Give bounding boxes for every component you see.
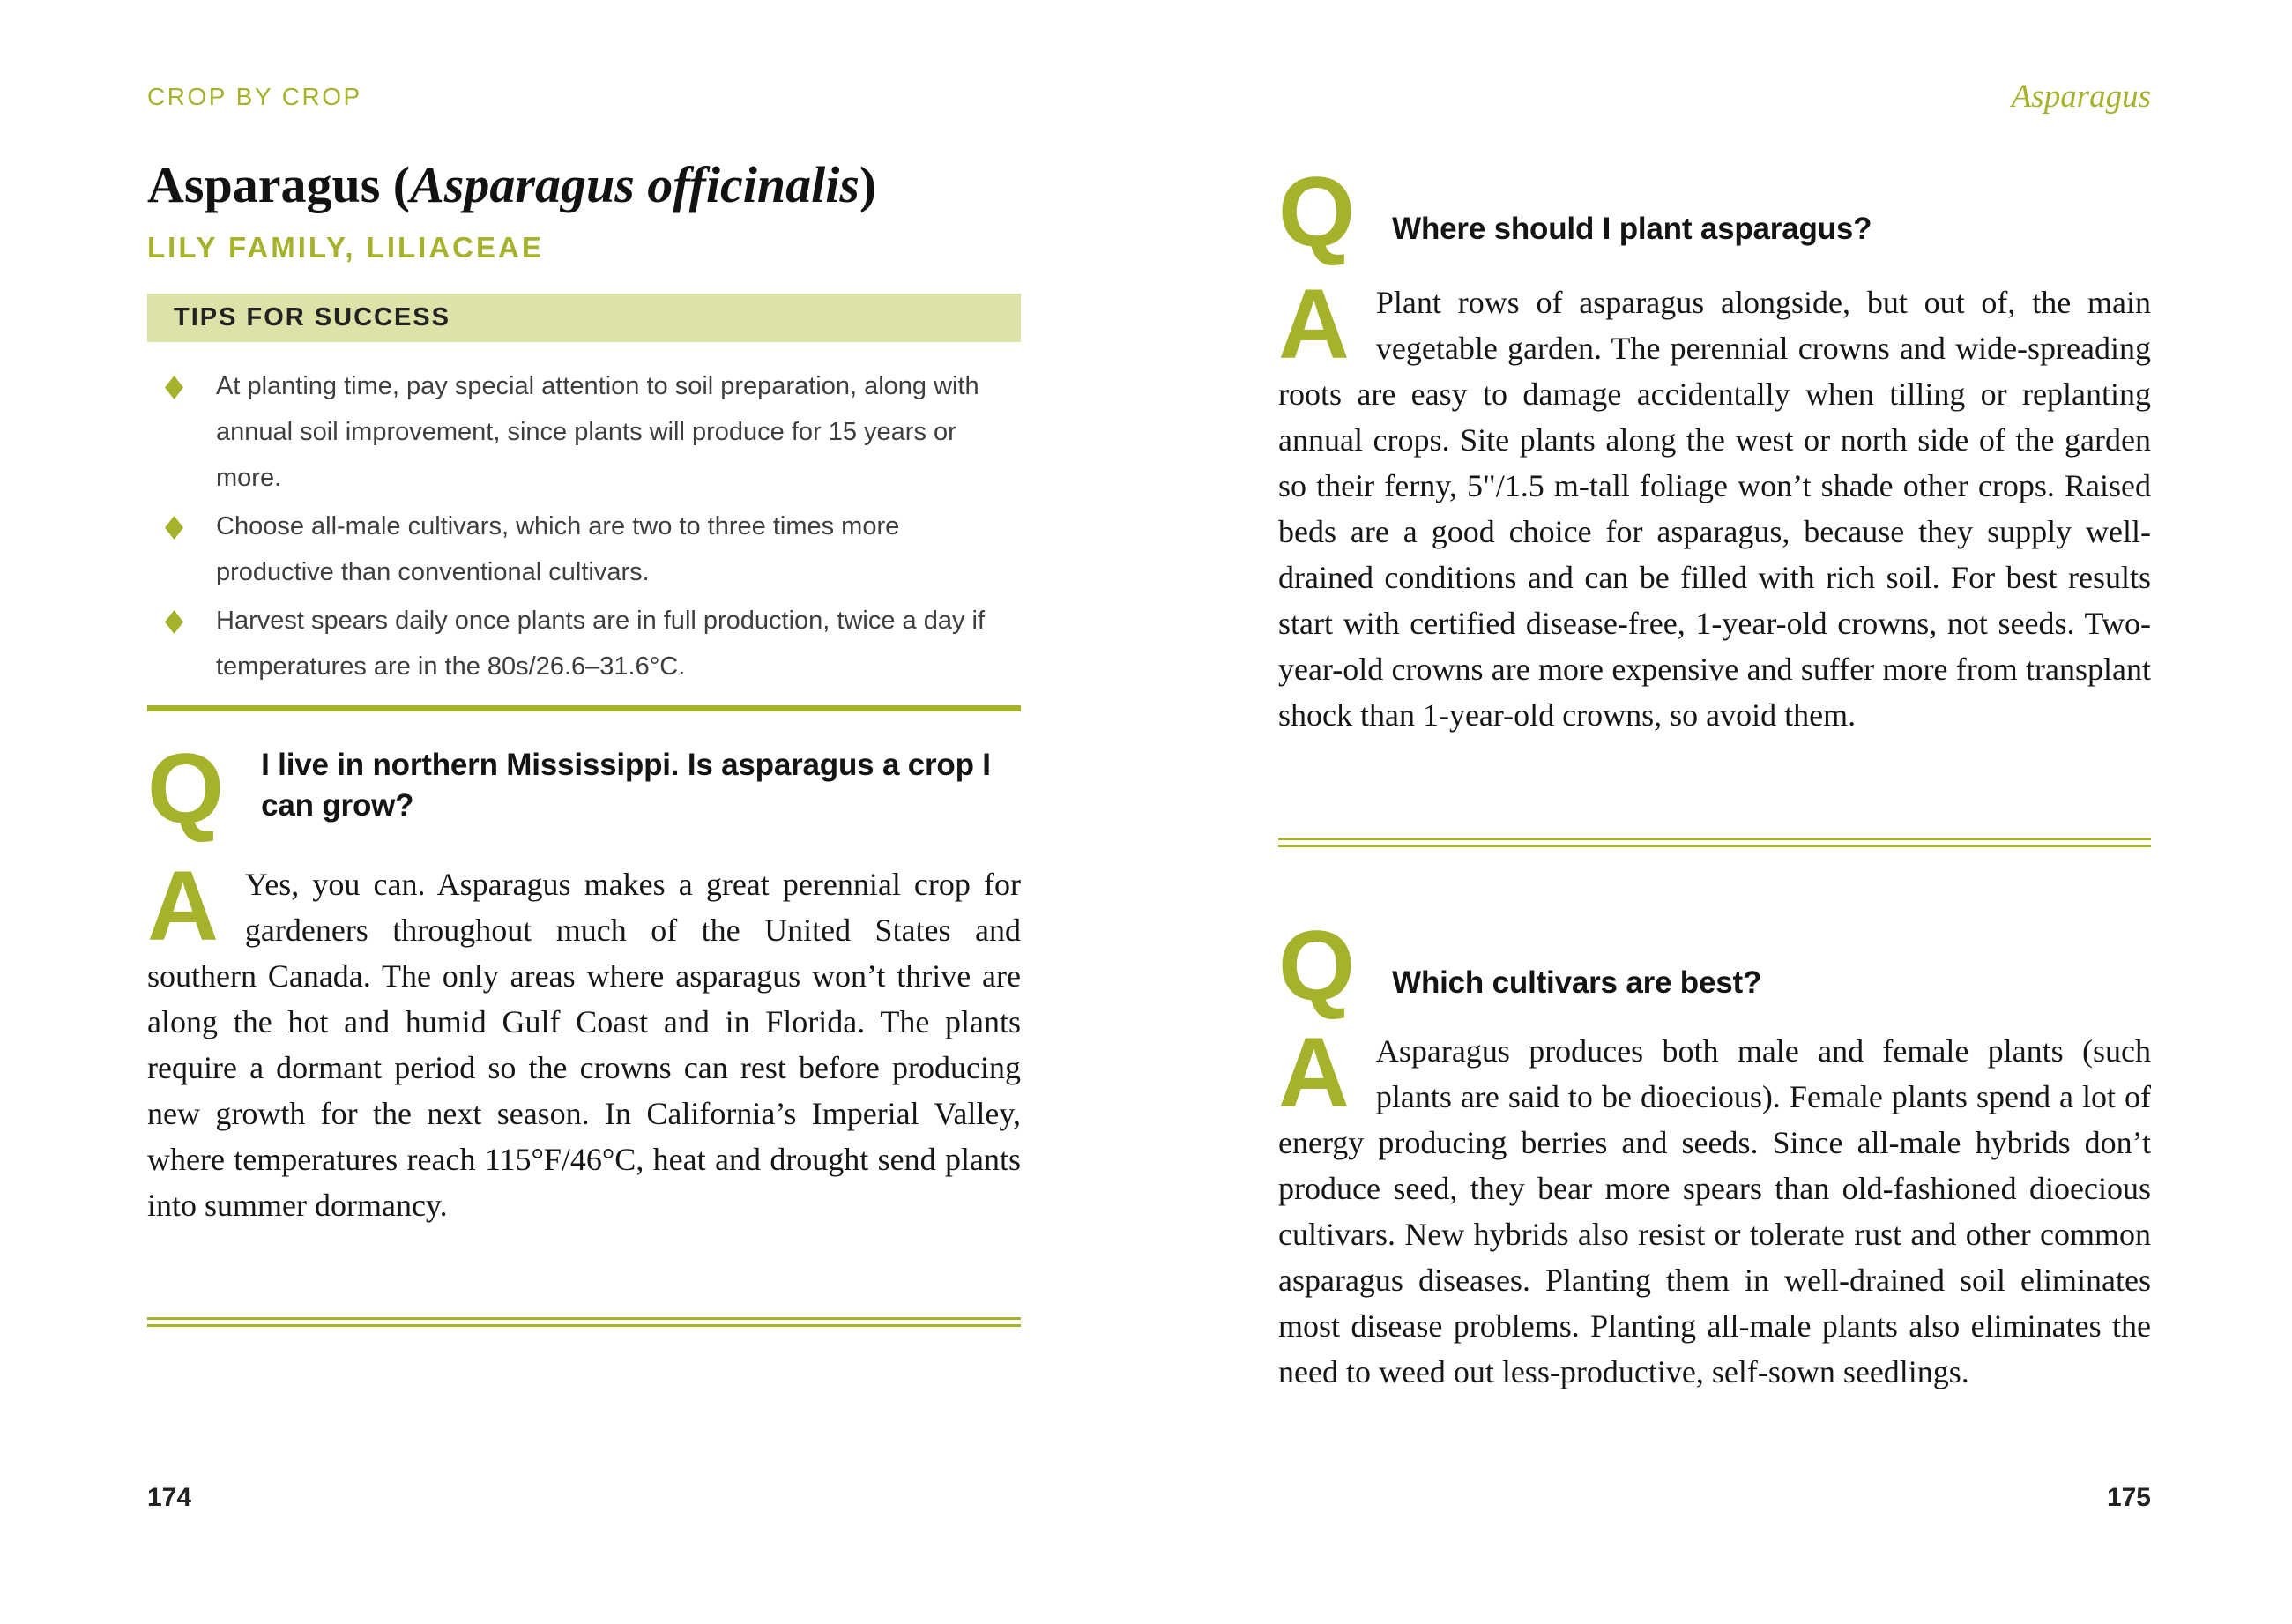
answer-text: Yes, you can. Asparagus makes a great perennial crop for gardeners throughout much of the United States and southern Canada. The only areas where asparagus won’t thrive are along the hot and humid Gulf Coast and in Florida. The plants require a dormant period so the crowns can rest before producing new growth for the next season. In California’s Imperial Valley, where temperatures reach 115°F/46°C, heat and drought send plants into summer dormancy. [147,867,1021,1223]
diamond-bullet-icon [165,516,183,540]
family-line: LILY FAMILY, LILIACEAE [147,231,544,264]
tips-list [147,363,1021,689]
question-text: I live in northern Mississippi. Is asparagus a crop I can grow? [261,748,991,823]
running-header-left: CROP BY CROP [147,83,362,110]
answer-paragraph [1278,1017,2151,1395]
section-divider [1278,838,2151,847]
q-glyph: Q [1278,157,1356,267]
tip-text: At planting time, pay special attention to soil preparation, along with annual soil improvement, since plants will produce for 15 years or more. [216,372,979,492]
tip-text: Harvest spears daily once plants are in full production, twice a day if temperatures are in the 80s/26.6–31.6°C. [216,607,986,681]
qa-block-where-to-plant [1278,157,2151,738]
tips-divider [147,705,1021,711]
page-number-right: 175 [2106,1483,2151,1512]
tip-item [147,503,1021,595]
diamond-bullet-icon [165,610,183,634]
q-glyph: Q [147,734,225,845]
question-text: Where should I plant asparagus? [1392,211,1872,246]
question-text: Which cultivars are best? [1392,965,1762,1000]
page-title [147,155,876,214]
tip-item [147,363,1021,501]
tip-item [147,598,1021,689]
qa-block-cultivars [1278,911,2151,1395]
answer-text: Plant rows of asparagus alongside, but out of, the main vegetable garden. The perennial crowns and wide-spreading roots are easy to damage accidentally when tilling or replanting annual crops. Site plants along the west or north side of the garden so their ferny, 5"/1.5 m-tall foliage won’t shade other crops. Raised beds are a good choice for asparagus, because they supply well-drained conditions and can be filled with rich soil. For best results start with certified disease-free, 1-year-old crowns, not seeds. Two-year-old crowns are more expensive and suffer more from transplant shock than 1-year-old crowns, so avoid them. [1278,284,2151,733]
a-glyph: A [1278,1017,1350,1128]
section-divider [147,1317,1021,1327]
answer-paragraph [1278,268,2151,738]
a-glyph: A [147,851,219,961]
answer-text: Asparagus produces both male and female plants (such plants are said to be dioecious). Female plants spend a lot of energy producing berries and seeds. Since all-male hybrids don’t produce seed, they bear more spears than old-fashioned dioecious cultivars. New hybrids also resist or tolerate rust and other common asparagus diseases. Planting them in well-drained soil eliminates most disease problems. Planting all-male plants also eliminates the need to weed out less-productive, self-sown seedlings. [1278,1032,2151,1389]
question-row [1278,157,2151,267]
tip-text: Choose all-male cultivars, which are two to three times more productive than conventional cultivars. [216,512,900,586]
q-glyph: Q [1278,911,1356,1021]
question-row [147,734,1021,845]
tips-box [147,294,1021,711]
question-row [1278,911,2151,1021]
page-number-left: 174 [147,1483,192,1512]
tips-heading: TIPS FOR SUCCESS [147,294,1021,342]
diamond-bullet-icon [165,376,183,399]
title-latin-name: Asparagus officinalis [410,156,860,213]
answer-paragraph [147,851,1021,1228]
qa-block-mississippi [147,734,1021,1228]
running-header-right: Asparagus [2011,78,2151,115]
title-paren-close: ) [859,156,877,213]
title-paren-open: ( [380,156,411,213]
a-glyph: A [1278,268,1350,379]
title-common-name: Asparagus [147,156,381,213]
